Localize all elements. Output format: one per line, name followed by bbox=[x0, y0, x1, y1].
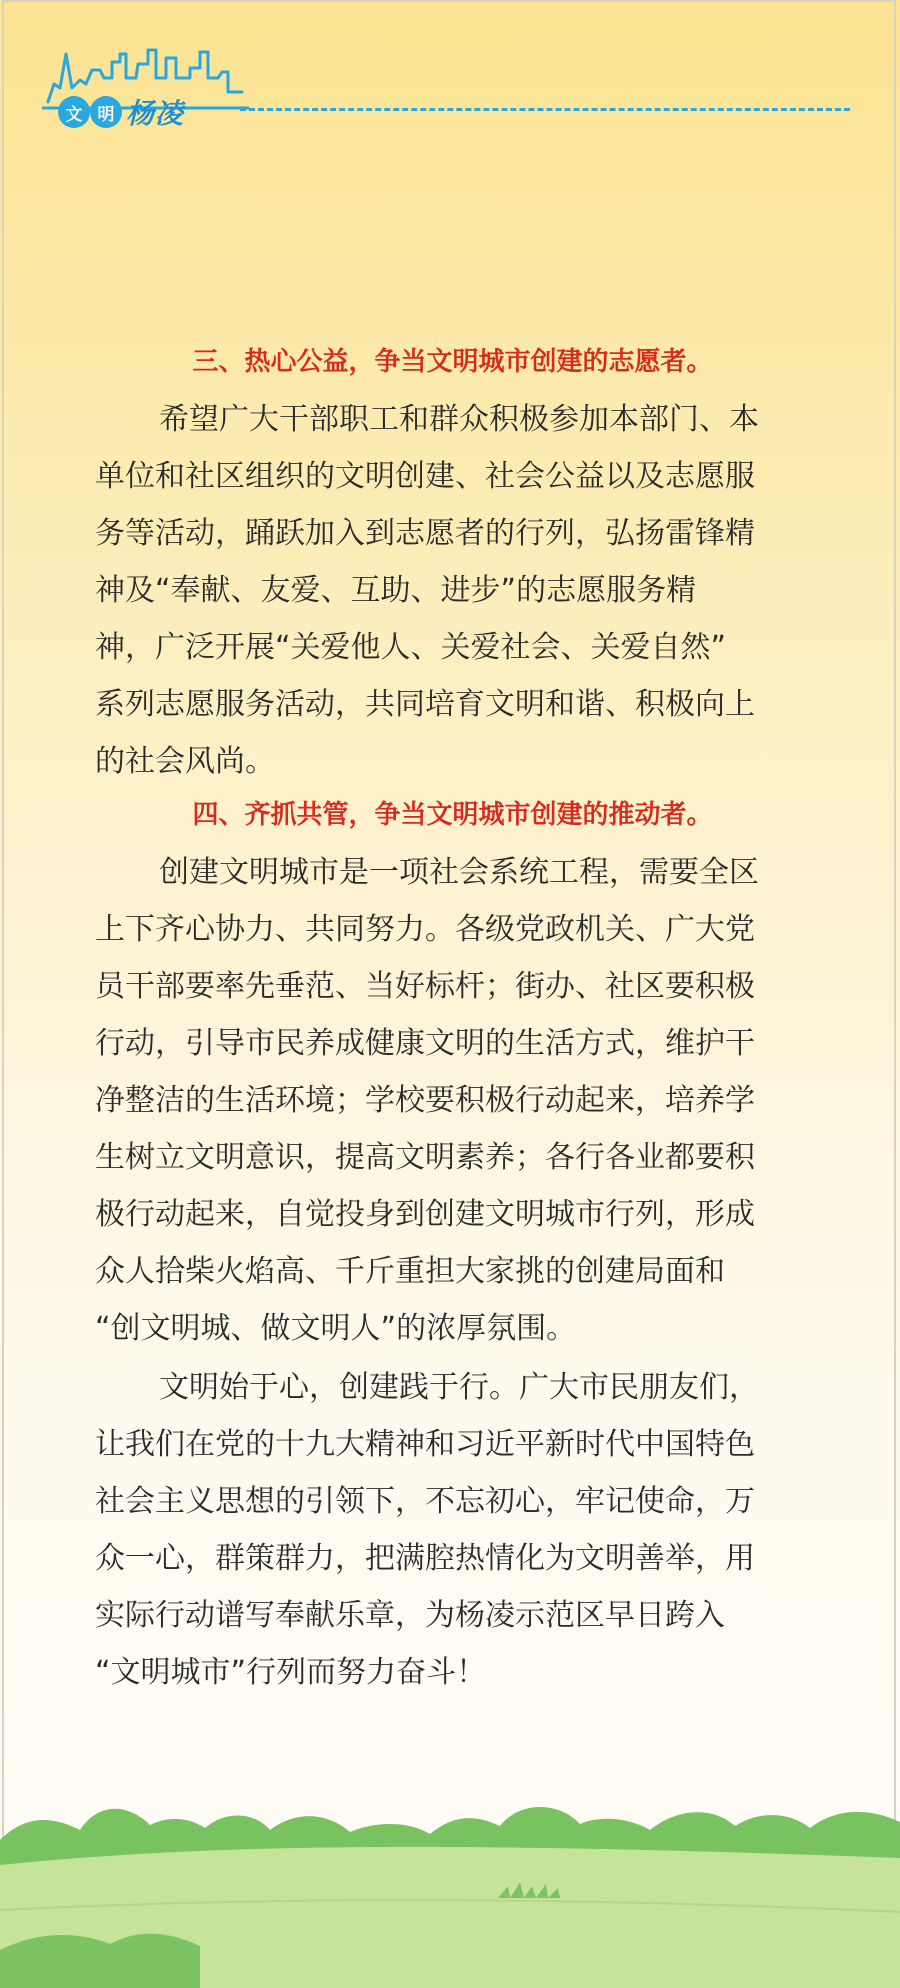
paragraph-line: 员干部要率先垂范、当好标杆；街办、社区要积极 bbox=[95, 969, 755, 1004]
paragraph-line: 的社会风尚。 bbox=[95, 744, 275, 779]
paragraph-line: 实际行动谱写奉献乐章，为杨凌示范区早日跨入 bbox=[95, 1598, 725, 1633]
logo-char-2: 明 bbox=[90, 96, 122, 128]
section-3-paragraph bbox=[95, 387, 810, 790]
section-3-heading: 三、热心公益，争当文明城市创建的志愿者。 bbox=[192, 347, 713, 377]
logo-script-text: 杨凌 bbox=[126, 97, 185, 130]
paragraph-line: 神，广泛开展“关爱他人、关爱社会、关爱自然” bbox=[95, 630, 727, 665]
paragraph-line: 净整洁的生活环境；学校要积极行动起来，培养学 bbox=[95, 1083, 755, 1118]
header-dashed-rule bbox=[240, 108, 850, 111]
header bbox=[0, 0, 900, 150]
grass-tuft-icon bbox=[494, 1880, 564, 1900]
paragraph-line: 行动，引导市民养成健康文明的生活方式，维护干 bbox=[95, 1026, 755, 1061]
paragraph-line: 社会主义思想的引领下，不忘初心，牢记使命，万 bbox=[95, 1484, 755, 1519]
document-body bbox=[95, 337, 810, 1701]
paragraph-line: 众一心，群策群力，把满腔热情化为文明善举，用 bbox=[95, 1541, 755, 1576]
grass-icon bbox=[0, 1760, 900, 1988]
paragraph-line: 让我们在党的十九大精神和习近平新时代中国特色 bbox=[95, 1427, 755, 1462]
paragraph-line: 上下齐心协力、共同努力。各级党政机关、广大党 bbox=[95, 912, 755, 947]
logo-char-1: 文 bbox=[58, 96, 90, 128]
paragraph-line: 单位和社区组织的文明创建、社会公益以及志愿服 bbox=[95, 459, 755, 494]
paragraph-line: 生树立文明意识，提高文明素养；各行各业都要积 bbox=[95, 1140, 755, 1175]
paragraph-line: 务等活动，踊跃加入到志愿者的行列，弘扬雷锋精 bbox=[95, 516, 755, 551]
paragraph-line: 希望广大干部职工和群众积极参加本部门、本 bbox=[159, 402, 759, 437]
paragraph-line: “创文明城、做文明人”的浓厚氛围。 bbox=[95, 1311, 577, 1346]
closing-paragraph bbox=[95, 1357, 810, 1701]
paragraph-line: 文明始于心，创建践于行。广大市民朋友们， bbox=[159, 1370, 759, 1405]
paragraph-line: 众人拾柴火焰高、千斤重担大家挑的创建局面和 bbox=[95, 1254, 725, 1289]
paragraph-line: 系列志愿服务活动，共同培育文明和谐、积极向上 bbox=[95, 687, 755, 722]
paragraph-line: 创建文明城市是一项社会系统工程，需要全区 bbox=[159, 855, 759, 890]
section-4-heading: 四、齐抓共管，争当文明城市创建的推动者。 bbox=[192, 800, 713, 830]
section-4-paragraph bbox=[95, 840, 810, 1357]
paragraph-line: 极行动起来，自觉投身到创建文明城市行列，形成 bbox=[95, 1197, 755, 1232]
paragraph-line: 神及“奉献、友爱、互助、进步”的志愿服务精 bbox=[95, 573, 697, 608]
paragraph-line: “文明城市”行列而努力奋斗！ bbox=[95, 1655, 487, 1690]
